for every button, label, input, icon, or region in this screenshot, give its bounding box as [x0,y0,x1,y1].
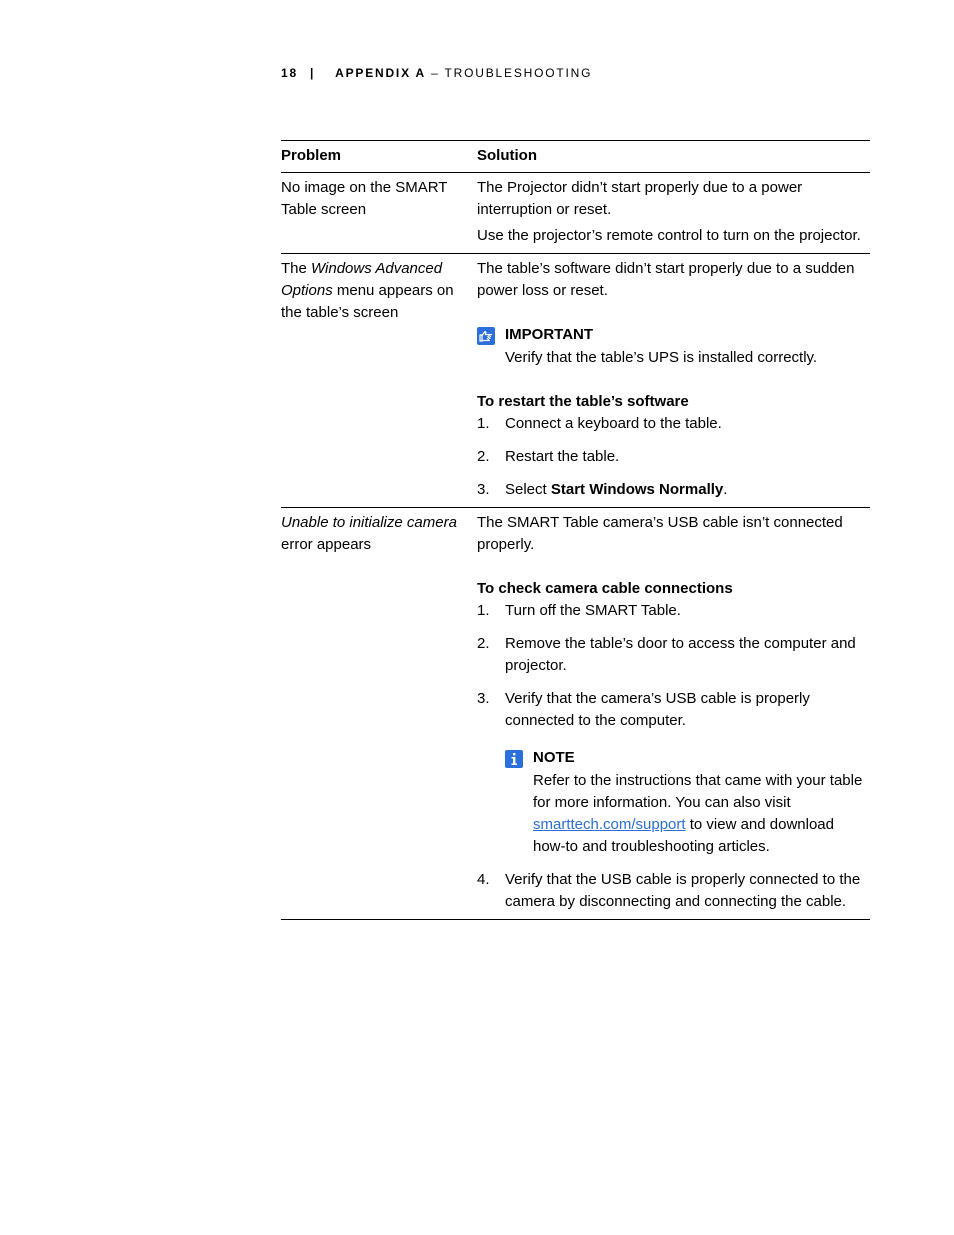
solution-text: Use the projector’s remote control to turn on the projector. [477,227,861,244]
step-number: 1. [477,602,490,619]
page-number: 18 [281,66,298,80]
procedure-steps [477,413,870,501]
list-item [477,479,870,501]
problem-cell [281,254,477,508]
problem-menu-name: Windows Advanced Options [281,260,443,299]
step-number: 2. [477,635,490,652]
problem-text [281,512,477,556]
step-number: 3. [477,481,490,498]
column-header-problem: Problem [281,141,477,173]
step-text: Restart the table. [505,448,620,465]
info-icon [505,750,523,768]
important-callout [477,324,870,369]
table-row [281,508,870,920]
problem-cell [281,508,477,920]
solution-text: The table’s software didn’t start properly due to a sudden power loss or reset. [477,260,855,299]
note-text: Refer to the instructions that came with your table for more information. You can also visit [533,772,863,811]
note-callout [505,747,870,858]
step-text: Verify that the camera’s USB cable is properly connected to the computer. [505,690,810,729]
note-text-end: to view and download how-to and troubleshooting articles. [533,816,834,855]
pointing-hand-icon [477,327,495,345]
section-label: APPENDIX A [335,66,427,80]
solution-cell [477,254,870,508]
problem-cell [281,173,477,254]
list-item [477,413,870,435]
problem-text-end: menu appears on the table’s screen [281,282,454,321]
list-item [477,446,870,468]
step-text-end: . [723,481,728,498]
note-title: NOTE [533,749,575,766]
support-link[interactable]: smarttech.com/support [533,816,686,833]
procedure-title: To restart the table’s software [477,393,689,410]
step-number: 2. [477,448,490,465]
column-header-solution: Solution [477,141,870,173]
header-separator: | [309,66,316,80]
step-number: 4. [477,871,490,888]
problem-text-start: The [281,260,312,277]
list-item [477,688,870,858]
solution-cell [477,508,870,920]
problem-text-end: error appears [281,536,372,553]
list-item [477,600,870,622]
problem-text [281,258,477,324]
step-command: Start Windows Normally [550,481,724,498]
list-item [477,633,870,677]
table-row [281,254,870,508]
important-body: Verify that the table’s UPS is installed correctly. [505,349,818,366]
procedure-steps [477,600,870,913]
step-number: 1. [477,415,490,432]
important-title: IMPORTANT [505,326,594,343]
list-item [477,869,870,913]
solution-cell [477,173,870,254]
step-text: Select [505,481,551,498]
step-text: Verify that the USB cable is properly connected to the camera by disconnecting and connecting the cable. [505,871,861,910]
section-title: – TROUBLESHOOTING [426,66,593,80]
solution-text: The SMART Table camera’s USB cable isn’t connected properly. [477,514,843,553]
step-text: Remove the table’s door to access the computer and projector. [505,635,856,674]
table-row [281,173,870,254]
page-header [281,66,592,80]
solution-text: The Projector didn’t start properly due to a power interruption or reset. [477,179,803,218]
step-text: Turn off the SMART Table. [505,602,681,619]
procedure-title: To check camera cable connections [477,580,733,597]
troubleshooting-table [281,140,870,920]
problem-text: No image on the SMART Table screen [281,179,448,218]
problem-error-name: Unable to initialize camera [281,514,457,531]
step-text: Connect a keyboard to the table. [505,415,722,432]
note-body [533,770,870,858]
table-header-row [281,141,870,173]
step-number: 3. [477,690,490,707]
